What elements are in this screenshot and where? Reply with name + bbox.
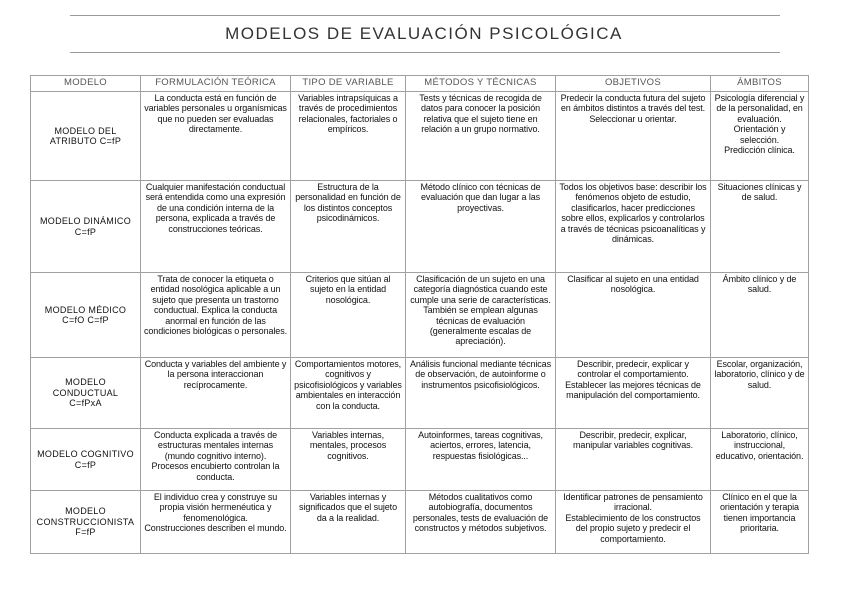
cell-tipo-variable: Variables intrapsíquicas a través de procedimientos relacionales, factoriales o empíricos.: [291, 92, 406, 181]
page-title: MODELOS DE EVALUACIÓN PSICOLÓGICA: [225, 24, 623, 43]
cell-formulacion: La conducta está en función de variables personales u organísmicas que no pueden ser evaluadas directamente.: [141, 92, 291, 181]
cell-modelo: MODELO DINÁMICO C=fP: [31, 181, 141, 273]
cell-metodos: Método clínico con técnicas de evaluación que dan lugar a las proyectivas.: [406, 181, 556, 273]
cell-ambitos: Clínico en el que la orientación y terapia tienen importancia prioritaria.: [711, 491, 809, 554]
cell-metodos: Autoinformes, tareas cognitivas, aciertos, errores, latencia, respuestas fisiológicas...: [406, 429, 556, 491]
cell-tipo-variable: Comportamientos motores, cognitivos y psicofisiológicos y variables ambientales en interacción con la conducta.: [291, 358, 406, 429]
cell-objetivos: Clasificar al sujeto en una entidad nosológica.: [556, 273, 711, 358]
cell-formulacion: Cualquier manifestación conductual será entendida como una expresión de una condición interna de la persona, explicada a través de construcciones teóricas.: [141, 181, 291, 273]
cell-objetivos: Predecir la conducta futura del sujeto en ámbitos distintos a través del test. Seleccionar u orientar.: [556, 92, 711, 181]
cell-ambitos: Situaciones clínicas y de salud.: [711, 181, 809, 273]
cell-metodos: Clasificación de un sujeto en una categoría diagnóstica cuando este cumple una serie de características. También se emplean algunas técnicas de evaluación (generalmente escalas de apreciación).: [406, 273, 556, 358]
table-row: [31, 491, 809, 554]
cell-tipo-variable: Variables internas, mentales, procesos cognitivos.: [291, 429, 406, 491]
header-modelo: MODELO: [31, 76, 141, 92]
cell-modelo: MODELO CONDUCTUAL C=fPxA: [31, 358, 141, 429]
cell-objetivos: Todos los objetivos base: describir los fenómenos objeto de estudio, clasificarlos, hacer predicciones sobre ellos, explicarlos y controlarlos a través de técnicas psicoanalíticas y dinámicas.: [556, 181, 711, 273]
cell-modelo: MODELO CONSTRUCCIONISTA F=fP: [31, 491, 141, 554]
header-objetivos: OBJETIVOS: [556, 76, 711, 92]
table-row: [31, 92, 809, 181]
top-rule: [70, 15, 780, 16]
cell-tipo-variable: Variables internas y significados que el sujeto da a la realidad.: [291, 491, 406, 554]
cell-tipo-variable: Criterios que sitúan al sujeto en la entidad nosológica.: [291, 273, 406, 358]
cell-ambitos: Ámbito clínico y de salud.: [711, 273, 809, 358]
cell-formulacion: Conducta y variables del ambiente y la persona interaccionan recíprocamente.: [141, 358, 291, 429]
table-header-row: [31, 76, 809, 92]
table-row: [31, 429, 809, 491]
table-row: [31, 181, 809, 273]
cell-formulacion: Trata de conocer la etiqueta o entidad nosológica aplicable a un sujeto que presenta un trastorno conductual. Explica la conducta anormal en función de las condiciones biológicas o personales.: [141, 273, 291, 358]
cell-modelo: MODELO COGNITIVO C=fP: [31, 429, 141, 491]
cell-ambitos: Laboratorio, clínico, instruccional, educativo, orientación.: [711, 429, 809, 491]
cell-objetivos: Identificar patrones de pensamiento irracional. Establecimiento de los constructos del propio sujeto y predecir el comportamiento.: [556, 491, 711, 554]
cell-ambitos: Escolar, organización, laboratorio, clínico y de salud.: [711, 358, 809, 429]
title-underline: [70, 52, 780, 53]
evaluation-models-table: [30, 75, 809, 554]
header-metodos: MÉTODOS Y TÉCNICAS: [406, 76, 556, 92]
cell-metodos: Análisis funcional mediante técnicas de observación, de autoinforme o instrumentos psicofisiológicos.: [406, 358, 556, 429]
cell-tipo-variable: Estructura de la personalidad en función de los distintos conceptos psicodinámicos.: [291, 181, 406, 273]
header-ambitos: ÁMBITOS: [711, 76, 809, 92]
table-row: [31, 358, 809, 429]
cell-formulacion: Conducta explicada a través de estructuras mentales internas (mundo cognitivo interno). Procesos encubierto controlan la conducta.: [141, 429, 291, 491]
cell-metodos: Tests y técnicas de recogida de datos para conocer la posición relativa que el sujeto tiene en relación a un grupo normativo.: [406, 92, 556, 181]
cell-metodos: Métodos cualitativos como autobiografía, documentos personales, tests de evaluación de constructos y métodos subjetivos.: [406, 491, 556, 554]
cell-ambitos: Psicología diferencial y de la personalidad, en evaluación. Orientación y selección. Predicción clínica.: [711, 92, 809, 181]
cell-formulacion: El individuo crea y construye su propia visión hermenéutica y fenomenológica. Construcciones describen el mundo.: [141, 491, 291, 554]
cell-modelo: MODELO DEL ATRIBUTO C=fP: [31, 92, 141, 181]
header-tipo-variable: TIPO DE VARIABLE: [291, 76, 406, 92]
cell-modelo: MODELO MÉDICO C=fO C=fP: [31, 273, 141, 358]
header-formulacion: FORMULACIÓN TEÓRICA: [141, 76, 291, 92]
table-row: [31, 273, 809, 358]
cell-objetivos: Describir, predecir, explicar, manipular variables cognitivas.: [556, 429, 711, 491]
cell-objetivos: Describir, predecir, explicar y controlar el comportamiento. Establecer las mejores técnicas de manipulación del comportamiento.: [556, 358, 711, 429]
